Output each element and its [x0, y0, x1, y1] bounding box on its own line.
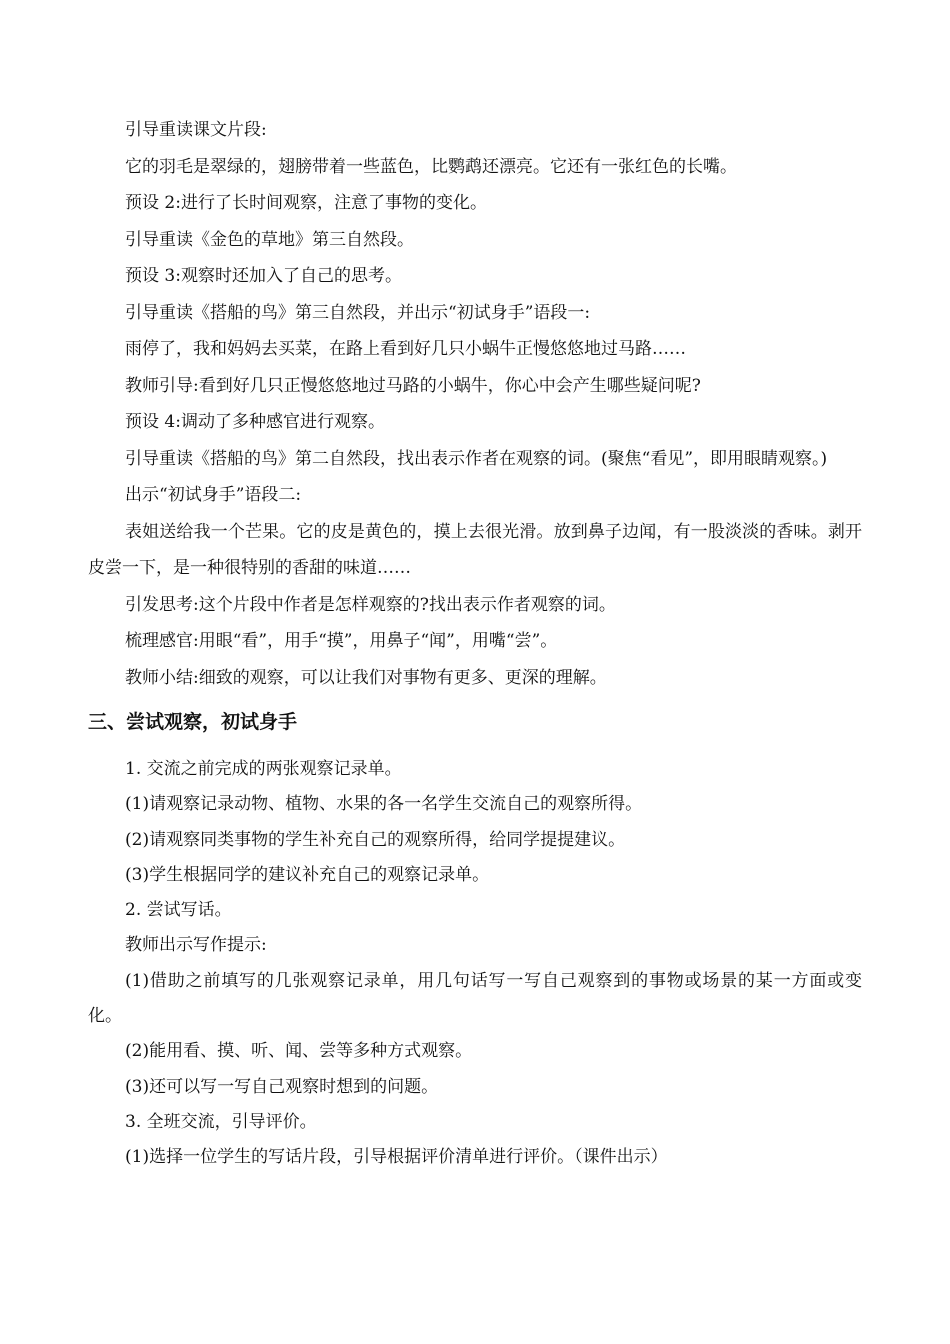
- paragraph: 雨停了，我和妈妈去买菜，在路上看到好几只小蜗牛正慢悠悠地过马路……: [125, 339, 686, 359]
- paragraph: 引导重读《搭船的鸟》第三自然段，并出示“初试身手”语段一:: [125, 302, 591, 323]
- paragraph: 预设 2:进行了长时间观察，注意了事物的变化。: [125, 193, 487, 213]
- section-heading: 三、尝试观察，初试身手: [88, 711, 298, 733]
- section-reading-guidance: [88, 112, 862, 696]
- section-try-observation: [88, 752, 862, 1176]
- paragraph: 它的羽毛是翠绿的，翅膀带着一些蓝色，比鹦鹉还漂亮。它还有一张红色的长嘴。: [125, 156, 737, 177]
- paragraph: (1)借助之前填写的几张观察记录单，用几句话写一写自己观察到的事物或场景的某一方面或变化。: [88, 970, 862, 1027]
- paragraph: 引发思考:这个片段中作者是怎样观察的?找出表示作者观察的词。: [125, 594, 616, 615]
- paragraph: 预设 3:观察时还加入了自己的思考。: [125, 266, 402, 286]
- paragraph: 表姐送给我一个芒果。它的皮是黄色的，摸上去很光滑。放到鼻子边闻，有一股淡淡的香味。剥开皮尝一下，是一种很特别的香甜的味道……: [88, 521, 862, 578]
- paragraph: 引导重读《金色的草地》第三自然段。: [125, 229, 414, 250]
- paragraph: (3)学生根据同学的建议补充自己的观察记录单。: [125, 864, 490, 885]
- paragraph: (1)选择一位学生的写话片段，引导根据评价清单进行评价。（课件出示）: [125, 1147, 668, 1168]
- paragraph: 1. 交流之前完成的两张观察记录单。: [125, 759, 402, 779]
- paragraph: 教师引导:看到好几只正慢悠悠地过马路的小蜗牛，你心中会产生哪些疑问呢?: [125, 375, 701, 396]
- paragraph: (2)请观察同类事物的学生补充自己的观察所得，给同学提提建议。: [125, 829, 626, 850]
- paragraph: 引导重读《搭船的鸟》第二自然段，找出表示作者在观察的词。(聚焦“看见”，即用眼睛观察。): [125, 448, 828, 469]
- paragraph: (2)能用看、摸、听、闻、尝等多种方式观察。: [125, 1041, 473, 1062]
- paragraph: (3)还可以写一写自己观察时想到的问题。: [125, 1076, 439, 1097]
- paragraph: 教师小结:细致的观察，可以让我们对事物有更多、更深的理解。: [125, 667, 607, 688]
- paragraph: 3. 全班交流，引导评价。: [125, 1111, 317, 1132]
- paragraph: 梳理感官:用眼“看”，用手“摸”，用鼻子“闻”，用嘴“尝”。: [125, 631, 558, 651]
- document-body: [88, 112, 862, 1176]
- paragraph: 引导重读课文片段:: [125, 120, 267, 140]
- paragraph: 教师出示写作提示:: [125, 935, 267, 956]
- paragraph: (1)请观察记录动物、植物、水果的各一名学生交流自己的观察所得。: [125, 794, 643, 815]
- paragraph: 2. 尝试写话。: [125, 900, 232, 921]
- paragraph: 预设 4:调动了多种感官进行观察。: [125, 412, 385, 432]
- paragraph: 出示“初试身手”语段二:: [125, 485, 302, 505]
